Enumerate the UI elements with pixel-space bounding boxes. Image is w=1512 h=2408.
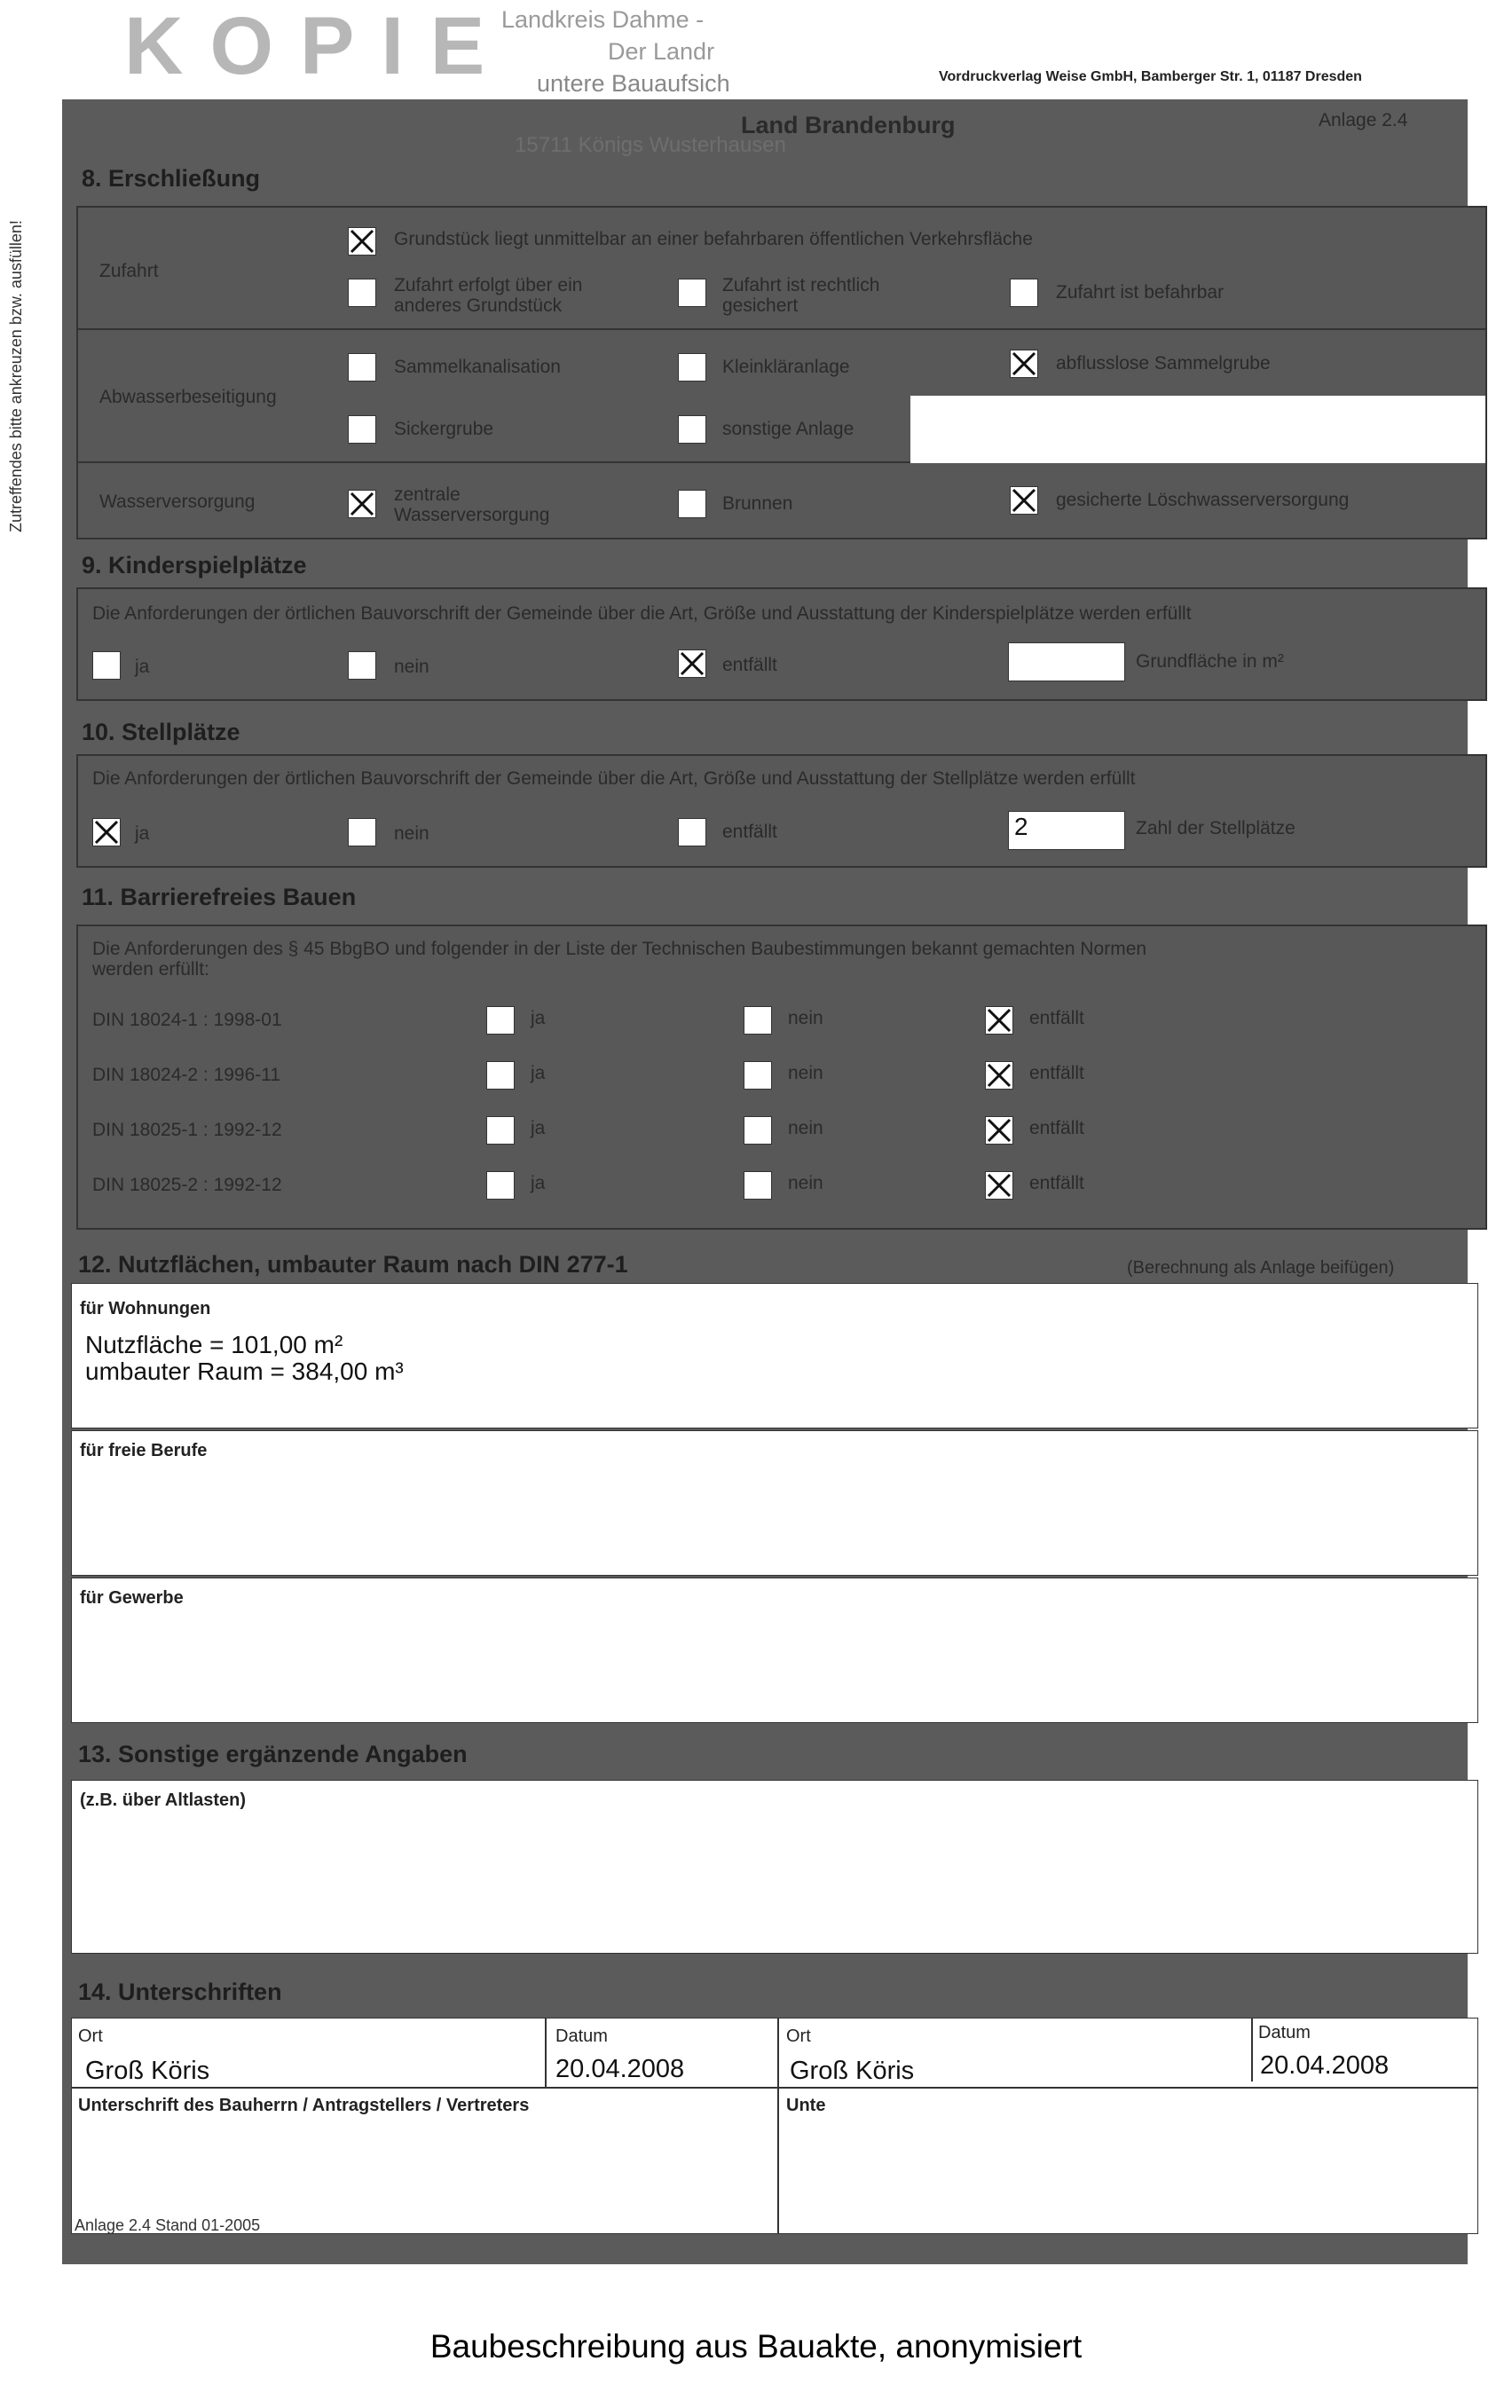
norm-ja-label: ja — [531, 1063, 546, 1083]
section-12-note: (Berechnung als Anlage beifügen) — [1127, 1258, 1395, 1278]
norm-label: DIN 18024-2 : 1996-11 — [92, 1065, 281, 1085]
ort-value-1[interactable]: Groß Köris — [85, 2057, 210, 2085]
ort-label-2: Ort — [786, 2026, 811, 2046]
datum-value-1[interactable]: 20.04.2008 — [555, 2055, 685, 2083]
stamp-line: Landkreis Dahme - — [501, 6, 705, 33]
zufahrt-main-label: Grundstück liegt unmittelbar an einer befahrbaren öffentlichen Verkehrsfläche — [394, 229, 1033, 249]
checkbox-zentrale-wasserversorgung[interactable] — [348, 490, 376, 518]
datum-label-1: Datum — [555, 2026, 608, 2046]
grundflaeche-label: Grundfläche in m² — [1136, 651, 1284, 672]
section-14-title: 14. Unterschriften — [78, 1979, 282, 2005]
land-title: Land Brandenburg — [741, 112, 956, 138]
zufahrt-befahrbar-label: Zufahrt ist befahrbar — [1056, 282, 1225, 303]
signature-label-2: Unte — [786, 2096, 826, 2115]
nutzflaeche-value: Nutzfläche = 101,00 m² — [85, 1331, 343, 1358]
zufahrt-rechtlich-label: Zufahrt ist rechtlich gesichert — [722, 275, 880, 316]
brunnen-label: Brunnen — [722, 493, 793, 514]
stamp-address: 15711 Königs Wusterhausen — [515, 133, 786, 157]
ort-value-2[interactable]: Groß Köris — [790, 2057, 915, 2085]
checkbox-norm-entfaellt[interactable] — [985, 1171, 1013, 1200]
kleinklaeranlage-label: Kleinkläranlage — [722, 357, 850, 377]
ort-label-1: Ort — [78, 2026, 103, 2046]
divider — [545, 2018, 547, 2089]
checkbox-kleinklaeranlage[interactable] — [678, 353, 706, 382]
checkbox-norm-ja[interactable] — [486, 1116, 515, 1145]
side-note: Zutreffendes bitte ankreuzen bzw. ausfüllen! — [7, 220, 25, 532]
divider — [76, 328, 1485, 330]
umbauter-raum-value: umbauter Raum = 384,00 m³ — [85, 1357, 404, 1385]
grundflaeche-field[interactable] — [1008, 642, 1125, 681]
checkbox-norm-entfaellt[interactable] — [985, 1116, 1013, 1145]
section-11-title: 11. Barrierefreies Bauen — [82, 884, 357, 910]
norm-ja-label: ja — [531, 1008, 546, 1028]
checkbox-norm-nein[interactable] — [744, 1171, 772, 1200]
norm-ja-label: ja — [531, 1118, 546, 1138]
divider — [777, 2018, 779, 2234]
norm-entfaellt-label: entfällt — [1029, 1008, 1084, 1028]
checkbox-s10-entfaellt[interactable] — [678, 818, 706, 846]
checkbox-norm-ja[interactable] — [486, 1171, 515, 1200]
zufahrt-label: Zufahrt — [99, 261, 159, 281]
norm-label: DIN 18025-2 : 1992-12 — [92, 1175, 282, 1195]
authority-stamp — [501, 4, 730, 99]
sonstige-angaben-field[interactable] — [71, 1780, 1478, 1954]
stamp-line: Der Landr — [608, 38, 715, 65]
checkbox-s9-entfaellt[interactable] — [678, 649, 706, 678]
checkbox-norm-entfaellt[interactable] — [985, 1006, 1013, 1035]
norm-ja-label: ja — [531, 1173, 546, 1193]
datum-label-2: Datum — [1258, 2023, 1311, 2042]
checkbox-sammelkanalisation[interactable] — [348, 353, 376, 382]
sonstige-angaben-hint: (z.B. über Altlasten) — [80, 1790, 247, 1810]
checkbox-sonstige-anlage[interactable] — [678, 415, 706, 444]
s9-ja-label: ja — [135, 657, 150, 677]
checkbox-norm-nein[interactable] — [744, 1061, 772, 1090]
zentrale-wasserversorgung-label: zentrale Wasserversorgung — [394, 484, 550, 525]
section-13-title: 13. Sonstige ergänzende Angaben — [78, 1741, 468, 1767]
wohnungen-label: für Wohnungen — [80, 1299, 211, 1318]
signature-area — [71, 2018, 1478, 2234]
norm-entfaellt-label: entfällt — [1029, 1118, 1084, 1138]
norm-label: DIN 18024-1 : 1998-01 — [92, 1010, 282, 1030]
signature-label-1: Unterschrift des Bauherrn / Antragstellers / Vertreters — [78, 2096, 530, 2115]
checkbox-brunnen[interactable] — [678, 490, 706, 518]
stellplaetze-zahl-value: 2 — [1014, 813, 1028, 840]
caption: Baubeschreibung aus Bauakte, anonymisiert — [429, 2328, 1083, 2365]
s10-ja-label: ja — [135, 823, 150, 844]
stellplaetze-zahl-field[interactable] — [1008, 811, 1125, 850]
gewerbe-label: für Gewerbe — [80, 1588, 184, 1608]
checkbox-abflusslose-sammelgrube[interactable] — [1010, 350, 1038, 378]
checkbox-norm-ja[interactable] — [486, 1006, 515, 1035]
section-10-title: 10. Stellplätze — [82, 719, 240, 745]
datum-value-2[interactable]: 20.04.2008 — [1260, 2051, 1390, 2080]
anlage-label: Anlage 2.4 — [1319, 110, 1408, 130]
s9-nein-label: nein — [394, 657, 429, 677]
stamp-line: untere Bauaufsich — [537, 70, 730, 97]
checkbox-s9-ja[interactable] — [92, 651, 121, 680]
norm-label: DIN 18025-1 : 1992-12 — [92, 1120, 282, 1140]
grundflaeche-value — [1009, 644, 1014, 672]
checkbox-norm-ja[interactable] — [486, 1061, 515, 1090]
sonstige-anlage-field[interactable] — [910, 396, 1485, 463]
checkbox-zufahrt-rechtlich[interactable] — [678, 279, 706, 307]
norm-entfaellt-label: entfällt — [1029, 1173, 1084, 1193]
checkbox-norm-nein[interactable] — [744, 1116, 772, 1145]
form-id: Anlage 2.4 Stand 01-2005 — [75, 2216, 261, 2234]
abwasser-label: Abwasserbeseitigung — [99, 387, 277, 407]
checkbox-s10-ja[interactable] — [92, 818, 121, 846]
gewerbe-field[interactable] — [71, 1578, 1478, 1723]
section-9-title: 9. Kinderspielplätze — [82, 552, 307, 578]
sonstige-anlage-label: sonstige Anlage — [722, 419, 854, 439]
norm-nein-label: nein — [788, 1008, 823, 1028]
kopie-stamp: KOPIE — [124, 1, 512, 91]
zufahrt-andere-label: Zufahrt erfolgt über ein anderes Grundstück — [394, 275, 583, 316]
checkbox-loeschwasserversorgung[interactable] — [1010, 486, 1038, 515]
norm-nein-label: nein — [788, 1173, 823, 1193]
stellplaetze-zahl-label: Zahl der Stellplätze — [1136, 818, 1295, 838]
divider — [71, 2087, 1478, 2089]
loeschwasserversorgung-label: gesicherte Löschwasserversorgung — [1056, 490, 1350, 510]
sickergrube-label: Sickergrube — [394, 419, 494, 439]
section-9-text: Die Anforderungen der örtlichen Bauvorschrift der Gemeinde über die Art, Größe und Ausstattung der Kinderspielplätze werden erfüllt — [92, 603, 1192, 624]
checkbox-sickergrube[interactable] — [348, 415, 376, 444]
section-8-title: 8. Erschließung — [82, 165, 261, 192]
redaction-patch — [744, 18, 930, 101]
s10-entfaellt-label: entfällt — [722, 822, 777, 842]
checkbox-norm-nein[interactable] — [744, 1006, 772, 1035]
checkbox-zufahrt-andere[interactable] — [348, 279, 376, 307]
norm-entfaellt-label: entfällt — [1029, 1063, 1084, 1083]
checkbox-s10-nein[interactable] — [348, 818, 376, 846]
norm-nein-label: nein — [788, 1118, 823, 1138]
checkbox-zufahrt-befahrbar[interactable] — [1010, 279, 1038, 307]
s9-entfaellt-label: entfällt — [722, 655, 777, 675]
publisher-line: Vordruckverlag Weise GmbH, Bamberger Str. 1, 01187 Dresden — [939, 69, 1362, 84]
norm-nein-label: nein — [788, 1063, 823, 1083]
freie-berufe-field[interactable] — [71, 1430, 1478, 1576]
checkbox-zufahrt-main[interactable] — [348, 227, 376, 256]
checkbox-norm-entfaellt[interactable] — [985, 1061, 1013, 1090]
sammelkanalisation-label: Sammelkanalisation — [394, 357, 561, 377]
wasser-label: Wasserversorgung — [99, 492, 256, 512]
section-11-text: Die Anforderungen des § 45 BbgBO und folgender in der Liste der Technischen Baubestimmungen bekannt gemachten Normen werden erfüllt: — [92, 939, 1147, 980]
divider — [1251, 2018, 1253, 2081]
s10-nein-label: nein — [394, 823, 429, 844]
abflusslose-sammelgrube-label: abflusslose Sammelgrube — [1056, 353, 1271, 374]
freie-berufe-label: für freie Berufe — [80, 1441, 208, 1460]
section-10-text: Die Anforderungen der örtlichen Bauvorschrift der Gemeinde über die Art, Größe und Ausstattung der Stellplätze werden erfüllt — [92, 768, 1136, 789]
section-12-title: 12. Nutzflächen, umbauter Raum nach DIN 277-1 — [78, 1251, 628, 1278]
checkbox-s9-nein[interactable] — [348, 651, 376, 680]
